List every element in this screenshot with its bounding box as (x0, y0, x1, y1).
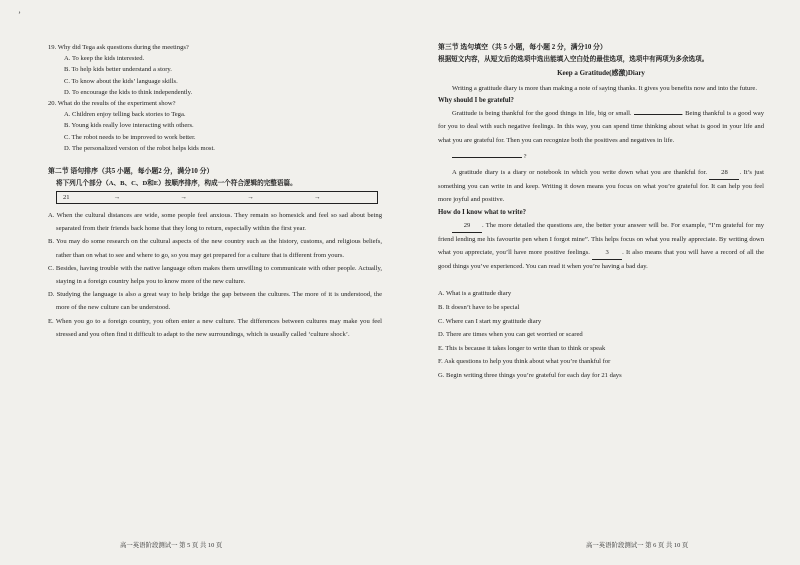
order-arrow-2: → (180, 194, 187, 202)
passage-title: Keep a Gratitude(感激)Diary (557, 69, 645, 77)
paragraph-2-text-b: . It’s just something you can write in and keep. Writing it down means you focus on what you’re grateful for. It can help you feel more joyful and positive. (438, 169, 764, 204)
question-20-option-c: C. The robot needs to be improved to work better. (64, 133, 196, 141)
option-a: A. What is a gratitude diary (438, 290, 512, 298)
ordering-paragraph-c: C. Besides, having trouble with the native language often makes them unwilling to communicate with other people. Actually, staying in a foreign country helps you to know more of the new culture. (48, 264, 382, 286)
section-2-instruction: 将下列几个部分（A、B、C、D和E）按顺序排序，构成一个符合逻辑的完整语篇。 (56, 179, 297, 187)
ordering-paragraph-d: D. Studying the language is also a great way to help bridge the gap between the cultures. The more of it is understood, the more of the new culture can be understood. (48, 291, 382, 312)
question-19-option-b: B. To help kids better understand a story. (64, 66, 172, 74)
option-f: F. Ask questions to help you think about what you’re thankful for (438, 358, 611, 366)
paragraph-1-text-a: Gratitude is being thankful for the good things in life, big or small. (452, 110, 632, 118)
section-3-instruction: 根据短文内容，从短文后的选项中选出能填入空白处的最佳选项，选项中有两项为多余选项。 (438, 55, 709, 63)
section-3-heading: 第三节 选句填空（共 5 小题，每小题 2 分，满分10 分） (438, 44, 607, 51)
heading-blank-question-mark: ? (523, 152, 527, 160)
option-c: C. Where can I start my gratitude diary (438, 317, 542, 325)
question-19-stem: 19. Why did Tega ask questions during the meetings? (48, 44, 189, 51)
passage-paragraph-2 (438, 166, 764, 207)
how-heading: How do I know what to write? (438, 208, 526, 216)
paragraph-2-text-a: A gratitude diary is a diary or notebook in which you write down what you are thankful for. (452, 169, 708, 177)
option-d: D. There are times when you can get worried or scared (438, 331, 583, 339)
option-e: E. This is because it takes longer to write than to think or speak (438, 344, 606, 352)
question-19-option-c: C. To know about the kids’ language skills. (64, 77, 178, 85)
paragraph-3-text-b: . It also means that you will have a record of all the good things you’ve experienced. You can read it when you’re having a bad day. (438, 249, 765, 271)
paragraph-1-text-b: . Being thankful is a good way for you to deal with such negative feelings. In this way, you can spend time thinking about what is good in your life and what you are grateful for. Then you can recognize both the positives and negatives in life. (438, 110, 764, 144)
right-page (400, 0, 800, 565)
question-19-option-d: D. To encourage the kids to think independently. (64, 88, 193, 96)
passage-paragraph-1 (438, 107, 764, 147)
order-slot-1[interactable]: 21 (63, 194, 70, 202)
paragraph-3-text-a: . The more detailed the questions are, the better your answer will be. For example, “I’m grateful for my friend lending me his favourite pen when I forgot mine”. This helps focus on what you really appreciate. By writing down what you appreciate, you’ll have more positive feelings. (438, 221, 764, 257)
blank-30[interactable]: 3 (592, 246, 622, 260)
section-2-heading: 第二节 语句排序（共5 小题，每小题2 分，满分10 分） (48, 168, 214, 176)
option-g: G. Begin writing three things you’re grateful for each day for 21 days (438, 372, 622, 379)
right-page-footer: 高一英语阶段测试一 第 6 页 共 10 页 (586, 542, 689, 549)
corner-mark: ’ (18, 10, 21, 20)
passage-intro: Writing a gratitude diary is more than making a note of saying thanks. It gives you benefits now and into the future. (452, 85, 757, 92)
question-20-option-a: A. Children enjoy telling back stories to Tega. (64, 111, 186, 119)
blank-27[interactable] (452, 157, 522, 158)
ordering-paragraph-b: B. You may do some research on the cultural aspects of the new country such as the history, customs, and religious beliefs, rather than on what to see and where to go, so you may get prepared for a culture that is different from yours. (48, 238, 382, 259)
passage-paragraph-3 (438, 219, 764, 274)
blank-28[interactable]: 28 (709, 166, 739, 180)
order-arrow-3: → (247, 194, 254, 202)
blank-26[interactable] (634, 114, 682, 115)
ordering-paragraph-a: A. When the cultural distances are wide, some people feel anxious. They remain so homesick and feel so sad about being separated from their friends back home that they long to return, especially within the first year. (48, 212, 382, 233)
blank-29[interactable]: 29 (452, 219, 482, 233)
why-heading: Why should I be grateful? (438, 97, 514, 105)
heading-blank-line (438, 150, 764, 163)
left-page-footer: 高一英语阶段测试一 第 5 页 共 10 页 (120, 542, 223, 549)
order-arrow-4: → (313, 194, 321, 202)
question-20-option-d: D. The personalized version of the robot helps kids most. (64, 144, 215, 152)
option-b: B. It doesn’t have to be special (438, 304, 520, 312)
question-20 (48, 98, 382, 154)
answer-options (438, 287, 764, 382)
question-20-option-b: B. Young kids really love interacting with others. (64, 122, 194, 130)
order-answer-box (56, 191, 378, 204)
order-arrow-1: → (113, 194, 121, 202)
question-19 (48, 42, 382, 98)
question-19-option-a: A. To keep the kids interested. (64, 55, 145, 63)
ordering-paragraph-e: E. When you go to a foreign country, you often enter a new culture. The differences between cultures may make you feel stressed and you often find it difficult to adapt to the new surroundings, which is usually called ‘culture shock’. (48, 317, 382, 338)
question-20-stem: 20. What do the results of the experiment show? (48, 100, 176, 108)
